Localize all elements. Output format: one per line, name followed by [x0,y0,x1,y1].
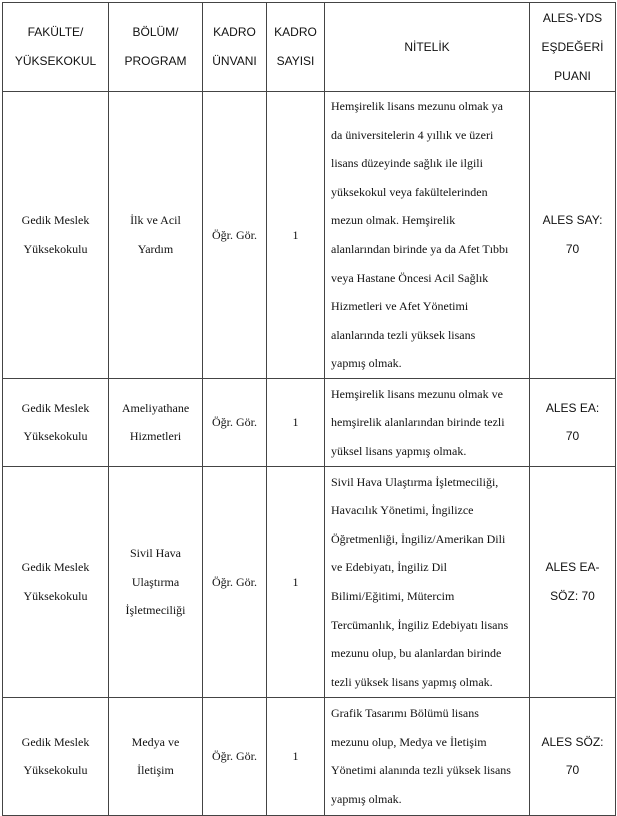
cell-fakulte: Gedik Meslek Yüksekokulu [3,378,109,466]
cell-unvan: Öğr. Gör. [203,697,267,815]
header-fakulte: FAKÜLTE/ YÜKSEKOKUL [3,3,109,92]
cell-nitelik: Sivil Hava Ulaştırma İşletmeciliği, Havacılık Yönetimi, İngilizce Öğretmenliği, İngiliz/Amerikan Dili ve Edebiyatı, İngiliz Dil Bilimi/Eğitimi, Mütercim Tercümanlık, İngiliz Edebiyatı lisans mezunu olup, bu alanlardan birinde tezli yüksek lisans yapmış olmak. [325,466,530,697]
table-row [3,697,616,815]
cell-nitelik: Grafik Tasarımı Bölümü lisans mezunu olup, Medya ve İletişim Yönetimi alanında tezli yüksek lisans yapmış olmak. [325,697,530,815]
cell-fakulte: Gedik Meslek Yüksekokulu [3,697,109,815]
cell-ales: ALES EA- SÖZ: 70 [530,466,616,697]
cell-ales: ALES EA: 70 [530,378,616,466]
cell-unvan: Öğr. Gör. [203,92,267,379]
cell-fakulte: Gedik Meslek Yüksekokulu [3,92,109,379]
cell-bolum: İlk ve Acil Yardım [109,92,203,379]
cell-unvan: Öğr. Gör. [203,378,267,466]
cell-ales: ALES SAY: 70 [530,92,616,379]
cell-sayi: 1 [267,92,325,379]
cell-unvan: Öğr. Gör. [203,466,267,697]
cell-nitelik: Hemşirelik lisans mezunu olmak ve hemşirelik alanlarından birinde tezli yüksel lisans yapmış olmak. [325,378,530,466]
table-row [3,466,616,697]
header-ales: ALES-YDS EŞDEĞERİ PUANI [530,3,616,92]
header-row [3,3,616,92]
header-sayi: KADRO SAYISI [267,3,325,92]
cell-nitelik: Hemşirelik lisans mezunu olmak ya da üniversitelerin 4 yıllık ve üzeri lisans düzeyinde sağlık ile ilgili yüksekokul veya fakültelerinden mezun olmak. Hemşirelik alanlarından birinde ya da Afet Tıbbı veya Hastane Öncesi Acil Sağlık Hizmetleri ve Afet Yönetimi alanlarında tezli yüksek lisans yapmış olmak. [325,92,530,379]
cell-bolum: Ameliyathane Hizmetleri [109,378,203,466]
table-row [3,378,616,466]
header-nitelik: NİTELİK [325,3,530,92]
cell-sayi: 1 [267,697,325,815]
cell-sayi: 1 [267,378,325,466]
table-row [3,92,616,379]
header-bolum: BÖLÜM/ PROGRAM [109,3,203,92]
cell-sayi: 1 [267,466,325,697]
header-unvan: KADRO ÜNVANI [203,3,267,92]
cell-bolum: Medya ve İletişim [109,697,203,815]
cell-ales: ALES SÖZ: 70 [530,697,616,815]
cell-bolum: Sivil Hava Ulaştırma İşletmeciliği [109,466,203,697]
kadro-table [2,2,616,816]
cell-fakulte: Gedik Meslek Yüksekokulu [3,466,109,697]
